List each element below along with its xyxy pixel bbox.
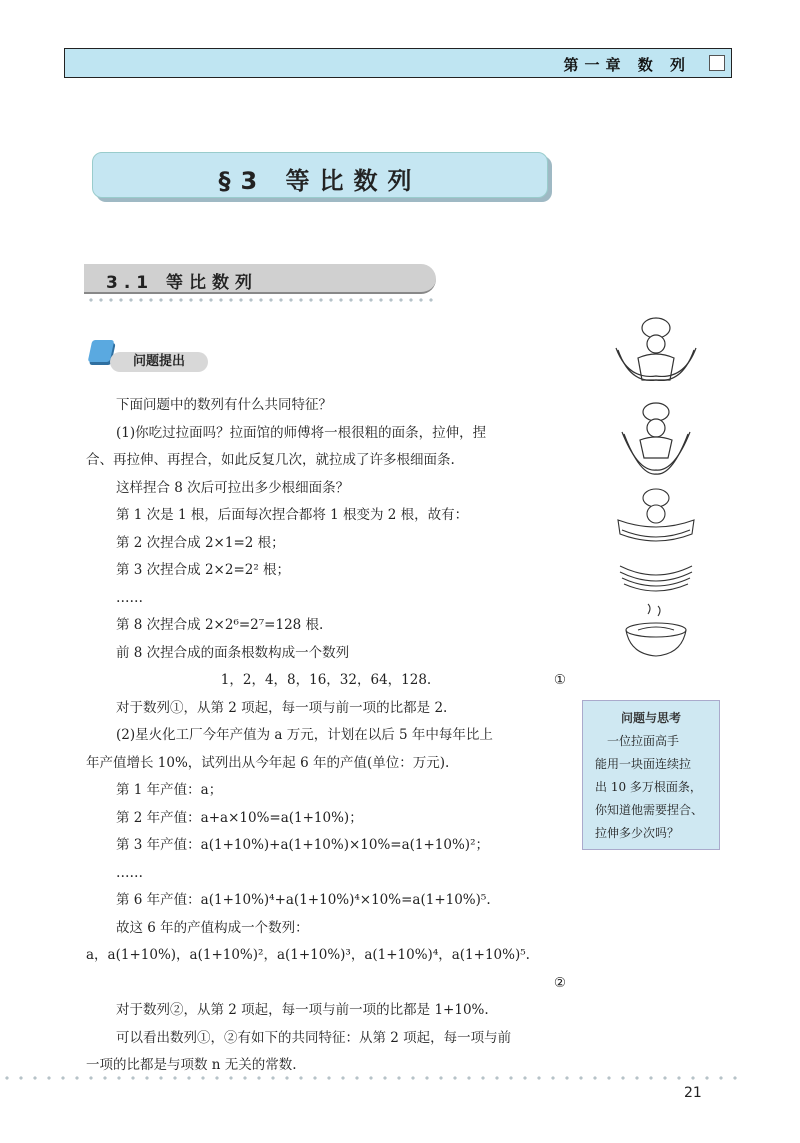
think-box-line: 拉伸多少次吗？ [595, 826, 680, 840]
body-line: (1)你吃过拉面吗？拉面馆的师傅将一根很粗的面条，拉伸，捏 [116, 424, 487, 441]
problem-tag-label: 问题提出 [110, 352, 208, 372]
chef-stretching-illustration [616, 318, 696, 380]
body-line: 第 1 年产值：a； [116, 782, 223, 798]
noodle-bowl-illustration [626, 604, 686, 656]
think-box-line: 你知道他需要捏合、 [595, 803, 704, 817]
header-square-decoration [709, 55, 725, 71]
think-box-line: 出 10 多万根面条， [595, 780, 702, 794]
subsection-banner [84, 264, 436, 294]
body-line: 可以看出数列①，②有如下的共同特征：从第 2 项起，每一项与前 [116, 1029, 512, 1046]
body-line: 故这 6 年的产值构成一个数列： [116, 919, 309, 936]
body-line: 对于数列①，从第 2 项起，每一项与前一项的比都是 2. [116, 699, 448, 716]
noodle-bundle-illustration [620, 566, 692, 591]
think-box [582, 700, 720, 850]
footer-dotted-rule [0, 1076, 740, 1080]
body-line: 前 8 次捏合成的面条根数构成一个数列 [116, 644, 350, 661]
body-line: 一项的比都是与项数 n 无关的常数. [86, 1057, 297, 1073]
section-banner [92, 152, 548, 198]
think-box-text [583, 726, 719, 845]
body-line: 下面问题中的数列有什么共同特征？ [116, 397, 332, 413]
section-title: §3 等比数列 [218, 167, 422, 195]
think-box-title: 问题与思考 [620, 711, 681, 725]
subsection-dotted-rule [86, 298, 436, 302]
body-line: 年产值增长 10%，试列出从今年起 6 年的产值(单位：万元). [86, 754, 450, 771]
body-line: 第 1 次是 1 根，后面每次捏合都将 1 根变为 2 根，故有： [116, 507, 469, 523]
body-line: 第 6 年产值：a(1+10%)⁴+a(1+10%)⁴×10%=a(1+10%)⁵. [116, 892, 491, 908]
equation-label-1: ① [553, 672, 566, 688]
chef-many-strands-illustration [618, 489, 694, 541]
problem-tag [88, 340, 206, 372]
body-line: 第 2 年产值：a+a×10%=a(1+10%)； [116, 809, 363, 826]
equation-label-2: ② [553, 974, 566, 991]
subsection-title: 3.1 等比数列 [106, 273, 259, 293]
body-line: …… [116, 589, 143, 606]
body-text [86, 392, 566, 1080]
running-header [64, 48, 732, 78]
noodle-chef-illustrations [608, 310, 704, 690]
body-line: 这样捏合 8 次后可拉出多少根细面条？ [116, 479, 350, 496]
sequence-2: a，a(1+10%)，a(1+10%)²，a(1+10%)³，a(1+10%)⁴，a(1+10%)⁵. [86, 947, 530, 963]
body-line: (2)星火化工厂今年产值为 a 万元，计划在以后 5 年中每年比上 [116, 727, 493, 743]
body-line: 第 8 次捏合成 2×2⁶=2⁷=128 根. [116, 617, 324, 633]
chapter-title: 第一章 数 列 [563, 56, 691, 74]
page-number: 21 [684, 1085, 702, 1101]
body-line: 第 3 次捏合成 2×2=2² 根； [116, 562, 291, 578]
body-line: 第 3 年产值：a(1+10%)+a(1+10%)×10%=a(1+10%)²； [116, 837, 489, 853]
sequence-1: 1，2，4，8，16，32，64，128. [220, 672, 432, 688]
body-line: 合、再拉伸、再捏合，如此反复几次，就拉成了许多根细面条. [86, 452, 455, 468]
chef-folding-illustration [622, 403, 690, 474]
think-box-line: 一位拉面高手 [607, 734, 680, 748]
think-box-line: 能用一块面连续拉 [595, 757, 692, 771]
body-line: 第 2 次捏合成 2×1=2 根； [116, 534, 285, 551]
body-line: …… [116, 864, 143, 881]
body-line: 对于数列②，从第 2 项起，每一项与前一项的比都是 1+10%. [116, 1002, 489, 1018]
